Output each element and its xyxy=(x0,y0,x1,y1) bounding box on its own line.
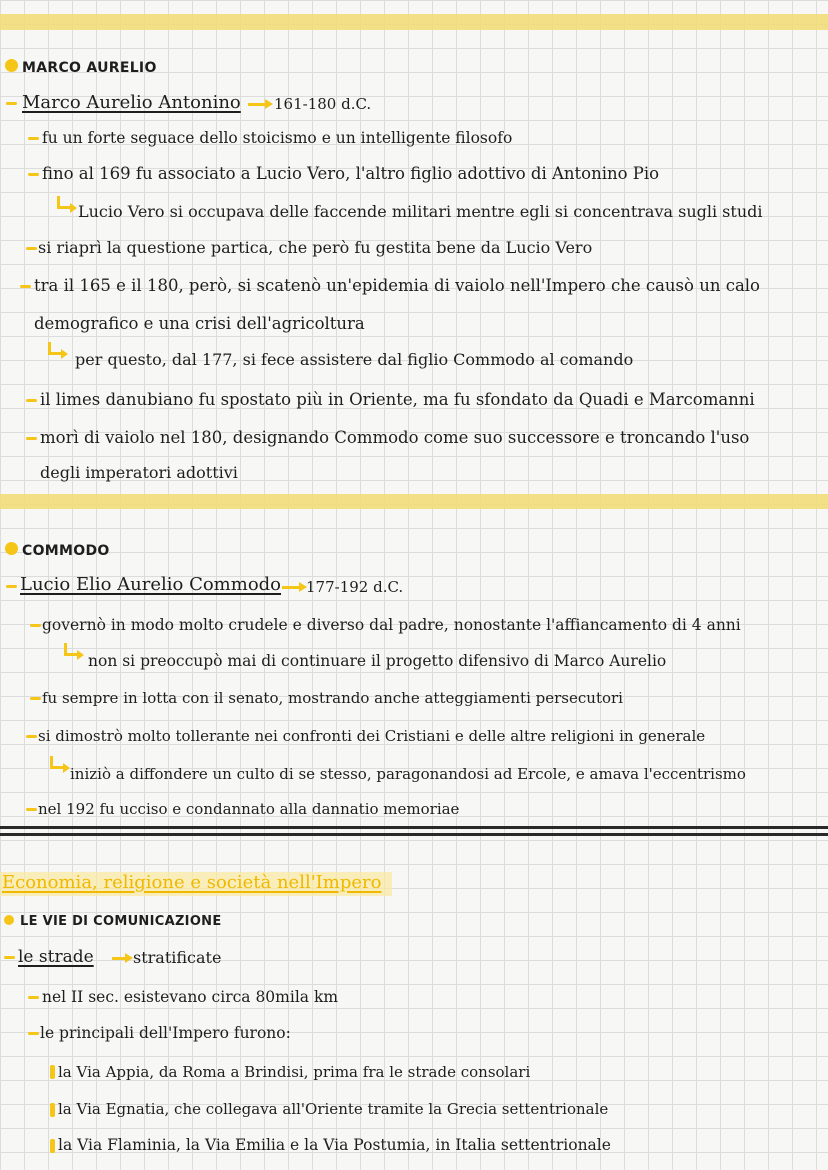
strade-label: le strade xyxy=(18,947,94,967)
marco-line-8: il limes danubiano fu spostato più in Oriente, ma fu sfondato da Quadi e Marcomanni xyxy=(40,390,755,409)
commodo-line-5: iniziò a diffondere un culto di se stesso, paragonandosi ad Ercole, e amava l'eccentrismo xyxy=(70,765,746,783)
dash-icon xyxy=(30,624,41,627)
mid-highlight-band xyxy=(0,494,828,509)
economia-title: Economia, religione e società nell'Impero xyxy=(2,872,382,893)
commodo-line-1: governò in modo molto crudele e diverso dal padre, nonostante l'affiancamento di 4 anni xyxy=(42,616,741,634)
marco-name: Marco Aurelio Antonino xyxy=(22,92,241,113)
list-bullet-icon xyxy=(50,1139,55,1153)
commodo-line-4: si dimostrò molto tollerante nei confronti dei Cristiani e delle altre religioni in generale xyxy=(38,727,706,745)
dash-icon xyxy=(30,697,41,700)
dash-icon xyxy=(28,137,39,140)
economia-line-1: nel II sec. esistevano circa 80mila km xyxy=(42,988,339,1006)
commodo-line-6: nel 192 fu ucciso e condannato alla dannatio memoriae xyxy=(38,800,460,818)
commodo-dates: 177-192 d.C. xyxy=(306,578,404,596)
sub-arrow-icon xyxy=(50,756,63,769)
arrow-icon xyxy=(248,103,266,106)
top-highlight-band xyxy=(0,14,828,30)
sub-arrow-icon xyxy=(64,643,77,656)
commodo-line-2: non si preoccupò mai di continuare il progetto difensivo di Marco Aurelio xyxy=(88,652,667,670)
commodo-name: Lucio Elio Aurelio Commodo xyxy=(20,574,282,595)
dash-icon xyxy=(20,285,31,288)
dash-icon xyxy=(26,247,37,250)
section-bullet-icon xyxy=(4,915,14,925)
dash-icon xyxy=(26,399,37,402)
marco-line-3: Lucio Vero si occupava delle faccende militari mentre egli si concentrava sugli studi xyxy=(78,202,763,221)
marco-line-9: morì di vaiolo nel 180, designando Commodo come suo successore e troncando l'uso xyxy=(40,428,750,447)
dash-icon xyxy=(26,437,37,440)
commodo-line-3: fu sempre in lotta con il senato, mostrando anche atteggiamenti persecutori xyxy=(42,689,623,707)
section-bullet-icon xyxy=(5,59,18,72)
marco-line-7: per questo, dal 177, si fece assistere dal figlio Commodo al comando xyxy=(75,350,634,369)
dash-icon xyxy=(6,585,17,588)
dash-icon xyxy=(28,1032,39,1035)
stratificate-label: stratificate xyxy=(133,948,222,967)
marco-line-1: fu un forte seguace dello stoicismo e un intelligente filosofo xyxy=(42,129,513,147)
arrow-icon xyxy=(112,957,126,960)
economia-line-3: la Via Appia, da Roma a Brindisi, prima fra le strade consolari xyxy=(58,1063,531,1081)
marco-line-10: degli imperatori adottivi xyxy=(40,463,238,482)
dash-icon xyxy=(26,808,37,811)
sub-arrow-icon xyxy=(48,342,61,355)
list-bullet-icon xyxy=(50,1065,55,1079)
section-bullet-icon xyxy=(5,542,18,555)
dash-icon xyxy=(28,173,39,176)
marco-line-4: si riaprì la questione partica, che però fu gestita bene da Lucio Vero xyxy=(38,238,593,257)
economia-line-5: la Via Flaminia, la Via Emilia e la Via Postumia, in Italia settentrionale xyxy=(58,1136,611,1154)
arrow-icon xyxy=(282,586,300,589)
double-divider-top xyxy=(0,826,828,829)
marco-dates: 161-180 d.C. xyxy=(274,95,372,113)
commodo-heading: COMMODO xyxy=(22,543,110,559)
dash-icon xyxy=(28,996,39,999)
dash-icon xyxy=(6,102,17,105)
double-divider-bottom xyxy=(0,833,828,836)
sub-arrow-icon xyxy=(57,196,70,209)
vie-heading: LE VIE DI COMUNICAZIONE xyxy=(20,914,222,929)
marco-heading: MARCO AURELIO xyxy=(22,60,157,76)
marco-line-2: fino al 169 fu associato a Lucio Vero, l'altro figlio adottivo di Antonino Pio xyxy=(42,164,660,183)
marco-line-5: tra il 165 e il 180, però, si scatenò un'epidemia di vaiolo nell'Impero che causò un calo xyxy=(34,276,760,295)
marco-line-6: demografico e una crisi dell'agricoltura xyxy=(34,314,365,333)
dash-icon xyxy=(4,956,15,959)
economia-line-2: le principali dell'Impero furono: xyxy=(40,1024,291,1042)
list-bullet-icon xyxy=(50,1103,55,1117)
economia-line-4: la Via Egnatia, che collegava all'Oriente tramite la Grecia settentrionale xyxy=(58,1100,609,1118)
dash-icon xyxy=(26,735,37,738)
